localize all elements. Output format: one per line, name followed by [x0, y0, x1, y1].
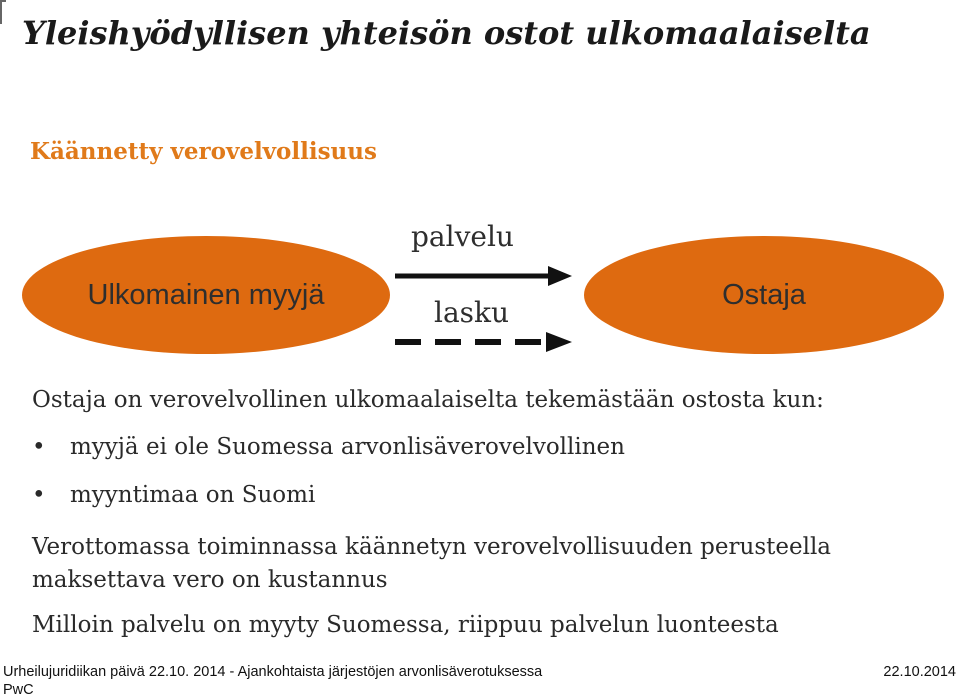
slide-title: Yleishyödyllisen yhteisön ostot ulkomaalaiselta: [22, 14, 871, 52]
service-arrow-label: palvelu: [411, 220, 514, 253]
service-arrow: [395, 266, 572, 286]
bullet-text: myyjä ei ole Suomessa arvonlisäverovelvollinen: [70, 434, 625, 460]
invoice-arrow-label: lasku: [434, 296, 510, 329]
bullet-item: [32, 482, 732, 512]
bullet-item: [32, 434, 732, 464]
cost-paragraph: Verottomassa toiminnassa käännetyn verovelvollisuuden perusteella maksettava vero on kustannus: [32, 534, 832, 593]
place-of-supply-paragraph: Milloin palvelu on myyty Suomessa, riippuu palvelun luonteesta: [32, 612, 779, 638]
intro-text: Ostaja on verovelvollinen ulkomaalaiselta tekemästään ostosta kun:: [32, 387, 824, 413]
invoice-arrow: [395, 332, 572, 352]
slide-subtitle: Käännetty verovelvollisuus: [30, 138, 377, 165]
bullet-dot: •: [32, 434, 46, 460]
bullet-dot: •: [32, 482, 46, 508]
footer-brand: PwC: [3, 682, 34, 698]
bullet-text: myyntimaa on Suomi: [70, 482, 316, 508]
buyer-label: Ostaja: [722, 278, 806, 311]
seller-label: Ulkomainen myyjä: [87, 278, 325, 311]
footer-date: 22.10.2014: [883, 664, 956, 680]
footer-event: Urheilujuridiikan päivä 22.10. 2014 - Ajankohtaista järjestöjen arvonlisäverotuksessa: [3, 664, 543, 680]
